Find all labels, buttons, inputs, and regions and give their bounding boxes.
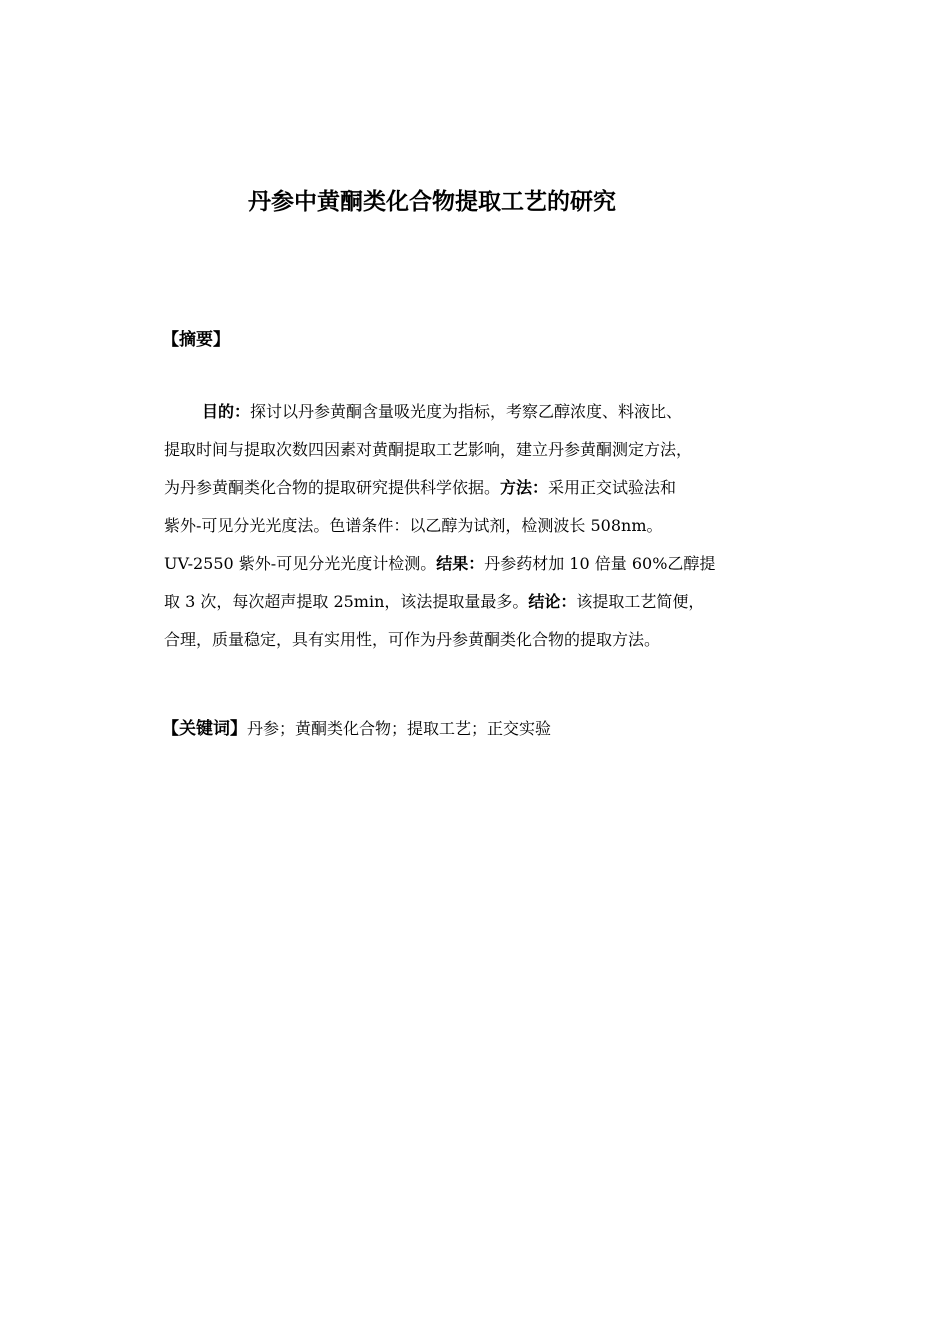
- abstract-line: [164, 431, 804, 469]
- abstract-text: UV-2550 紫外-可见分光光度计检测。: [164, 554, 437, 573]
- abstract-heading: 【摘要】: [162, 330, 230, 350]
- abstract-text: 合理，质量稳定，具有实用性，可作为丹参黄酮类化合物的提取方法。: [164, 630, 661, 649]
- abstract-text: 为丹参黄酮类化合物的提取研究提供科学依据。: [164, 478, 501, 497]
- abstract-text: 采用正交试验法和: [548, 478, 677, 497]
- document-title: 丹参中黄酮类化合物提取工艺的研究: [248, 189, 616, 215]
- abstract-line: [164, 469, 804, 507]
- abstract-line: [164, 621, 804, 659]
- section-label-conclusion: 结论：: [528, 592, 577, 611]
- abstract-text: 丹参药材加 10 倍量 60%乙醇提: [484, 554, 716, 573]
- abstract-text: 取 3 次，每次超声提取 25min，该法提取量最多。: [164, 592, 529, 611]
- keywords-heading: 【关键词】: [162, 719, 247, 739]
- abstract-line: [164, 393, 804, 431]
- abstract-line: [164, 507, 804, 545]
- section-label-method: 方法：: [500, 478, 549, 497]
- abstract-line: [164, 545, 804, 583]
- abstract-body: [164, 393, 804, 659]
- keywords: [162, 715, 551, 743]
- section-label-purpose: 目的：: [202, 402, 251, 421]
- abstract-text: 该提取工艺简便，: [576, 592, 705, 611]
- abstract-line: [164, 583, 804, 621]
- abstract-text: 提取时间与提取次数四因素对黄酮提取工艺影响，建立丹参黄酮测定方法，: [164, 440, 693, 459]
- section-label-result: 结果：: [436, 554, 485, 573]
- keywords-text: 丹参；黄酮类化合物；提取工艺；正交实验: [247, 719, 552, 738]
- abstract-text: 探讨以丹参黄酮含量吸光度为指标，考察乙醇浓度、料液比、: [250, 402, 683, 421]
- abstract-text: 紫外-可见分光光度法。色谱条件：以乙醇为试剂，检测波长 508nm。: [164, 516, 663, 535]
